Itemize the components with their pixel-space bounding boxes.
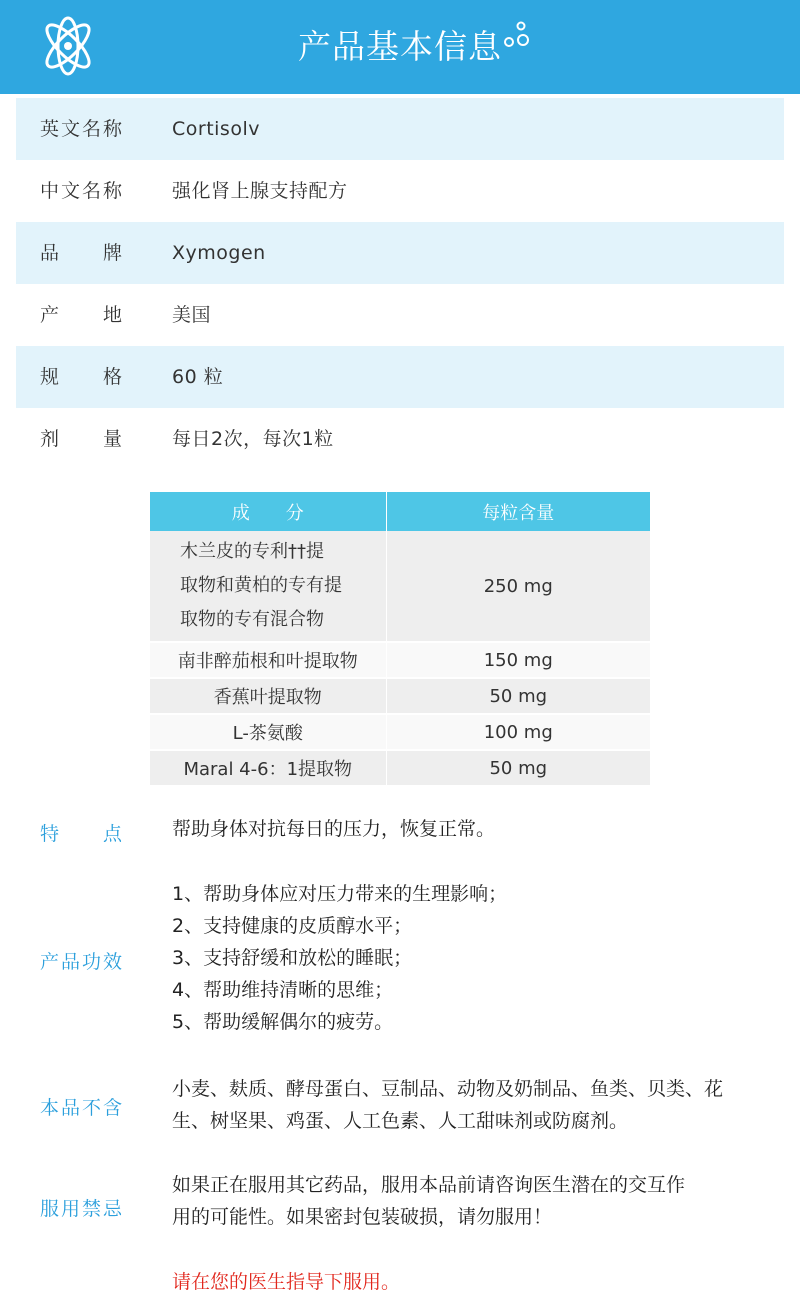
header-banner <box>0 0 800 94</box>
info-row-brand <box>16 222 784 284</box>
info-label: 规 格 <box>40 366 122 388</box>
table-row <box>150 750 650 786</box>
info-value: 每日2次，每次1粒 <box>172 428 334 450</box>
ingredient-name: 香蕉叶提取物 <box>150 678 386 714</box>
ingredient-name: Maral 4-6：1提取物 <box>150 750 386 786</box>
info-label: 英 文 名 称 <box>40 118 122 140</box>
ingredient-amount: 50 mg <box>386 750 650 786</box>
table-row <box>150 531 650 642</box>
excludes-text: 小麦、麸质、酵母蛋白、豆制品、动物及奶制品、鱼类、贝类、花 生、树坚果、鸡蛋、人工色素、人工甜味剂或防腐剂。 <box>172 1078 724 1132</box>
table-row <box>150 642 650 678</box>
ingredient-amount: 50 mg <box>386 678 650 714</box>
features-label: 特 点 <box>40 823 122 845</box>
table-row <box>150 714 650 750</box>
info-value: 60 粒 <box>172 366 224 388</box>
ingredient-amount: 250 mg <box>386 531 650 642</box>
ingredient-name: L-茶氨酸 <box>150 714 386 750</box>
ingredients-table <box>150 492 650 787</box>
features-text: 帮助身体对抗每日的压力，恢复正常。 <box>172 818 496 840</box>
info-value: Xymogen <box>172 242 266 264</box>
contraindications-label: 服 用 禁 忌 <box>40 1198 122 1220</box>
page-title: 产品基本信息 <box>298 27 502 66</box>
list-item: 1、帮助身体应对压力带来的生理影响； <box>172 883 508 905</box>
ingredient-name: 木兰皮的专利††提 取物和黄柏的专有提 取物的专有混合物 <box>150 531 386 642</box>
info-value: Cortisolv <box>172 118 260 140</box>
info-row-dosage <box>16 408 784 470</box>
list-item: 5、帮助缓解偶尔的疲劳。 <box>172 1011 394 1033</box>
info-value: 美国 <box>172 304 212 326</box>
excludes-label: 本 品 不 含 <box>40 1097 122 1119</box>
ingredient-name: 南非醉茄根和叶提取物 <box>150 642 386 678</box>
info-row-chinese-name <box>16 160 784 222</box>
info-label: 产 地 <box>40 304 122 326</box>
doctor-warning: 请在您的医生指导下服用。 <box>172 1271 401 1293</box>
table-row <box>150 678 650 714</box>
ingredient-amount: 150 mg <box>386 642 650 678</box>
info-row-english-name <box>16 98 784 160</box>
list-item: 2、支持健康的皮质醇水平； <box>172 915 413 937</box>
contraindications-text: 如果正在服用其它药品，服用本品前请咨询医生潜在的交互作 用的可能性。如果密封包装破损，请勿服用！ <box>172 1174 686 1228</box>
list-item: 3、支持舒缓和放松的睡眠； <box>172 947 413 969</box>
efficacy-label: 产 品 功 效 <box>40 951 122 973</box>
list-item: 4、帮助维持清晰的思维； <box>172 979 394 1001</box>
table-header-row <box>150 492 650 531</box>
info-row-spec <box>16 346 784 408</box>
efficacy-list <box>172 878 752 1038</box>
column-header-amount: 每粒含量 <box>386 492 650 531</box>
info-row-origin <box>16 284 784 346</box>
info-label: 品 牌 <box>40 242 122 264</box>
info-value: 强化肾上腺支持配方 <box>172 180 348 202</box>
column-header-ingredient: 成 分 <box>150 492 386 531</box>
info-label: 中 文 名 称 <box>40 180 122 202</box>
ingredient-amount: 100 mg <box>386 714 650 750</box>
info-label: 剂 量 <box>40 428 122 450</box>
molecule-icon <box>503 20 533 50</box>
